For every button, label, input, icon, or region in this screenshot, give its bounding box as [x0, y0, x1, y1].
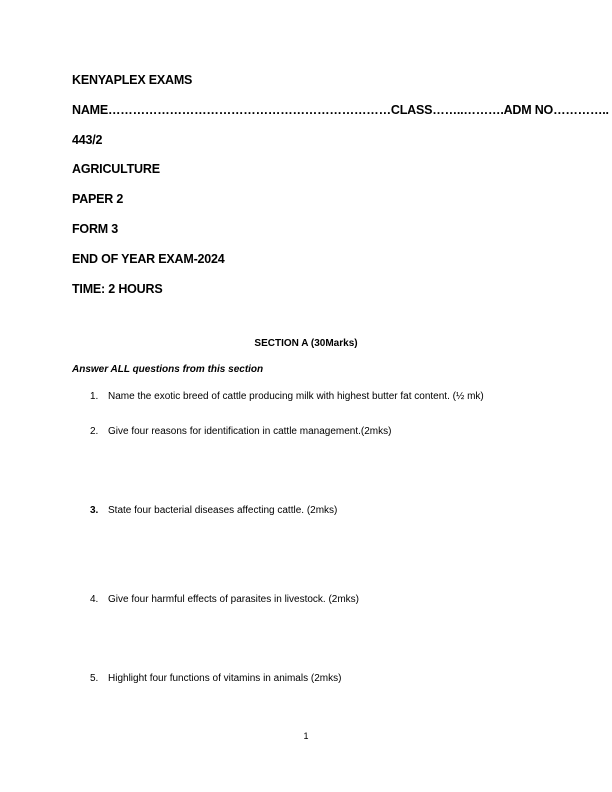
question-number: 5. — [90, 673, 99, 684]
question-number: 4. — [90, 594, 99, 605]
question-number: 1. — [90, 391, 99, 402]
subject: AGRICULTURE — [72, 162, 160, 176]
page-number: 1 — [303, 731, 309, 741]
question-text: Give four harmful effects of parasites in livestock. (2mks) — [108, 594, 360, 605]
paper-code: 443/2 — [72, 133, 103, 147]
time-allowed: TIME: 2 HOURS — [72, 282, 163, 296]
question-4 — [90, 594, 359, 605]
question-text: Highlight four functions of vitamins in animals (2mks) — [108, 673, 342, 684]
question-number: 2. — [90, 426, 99, 437]
section-instruction: Answer ALL questions from this section — [72, 364, 264, 375]
question-3 — [90, 505, 337, 516]
question-1 — [90, 391, 484, 402]
section-title: SECTION A (30Marks) — [254, 338, 358, 349]
paper-number: PAPER 2 — [72, 192, 124, 206]
exam-title: END OF YEAR EXAM-2024 — [72, 252, 225, 266]
question-number: 3. — [90, 505, 99, 516]
school-name: KENYAPLEX EXAMS — [72, 73, 193, 87]
form-level: FORM 3 — [72, 222, 119, 236]
question-text: Give four reasons for identification in cattle management.(2mks) — [108, 426, 392, 437]
question-text: State four bacterial diseases affecting cattle. (2mks) — [108, 505, 338, 516]
question-text: Name the exotic breed of cattle producing milk with highest butter fat content. (½ mk) — [108, 391, 484, 402]
name-class-adm-line: NAME……………………………………………………………CLASS……..……….ADM NO………….. — [72, 103, 609, 117]
question-5 — [90, 673, 341, 684]
question-2 — [90, 426, 391, 437]
